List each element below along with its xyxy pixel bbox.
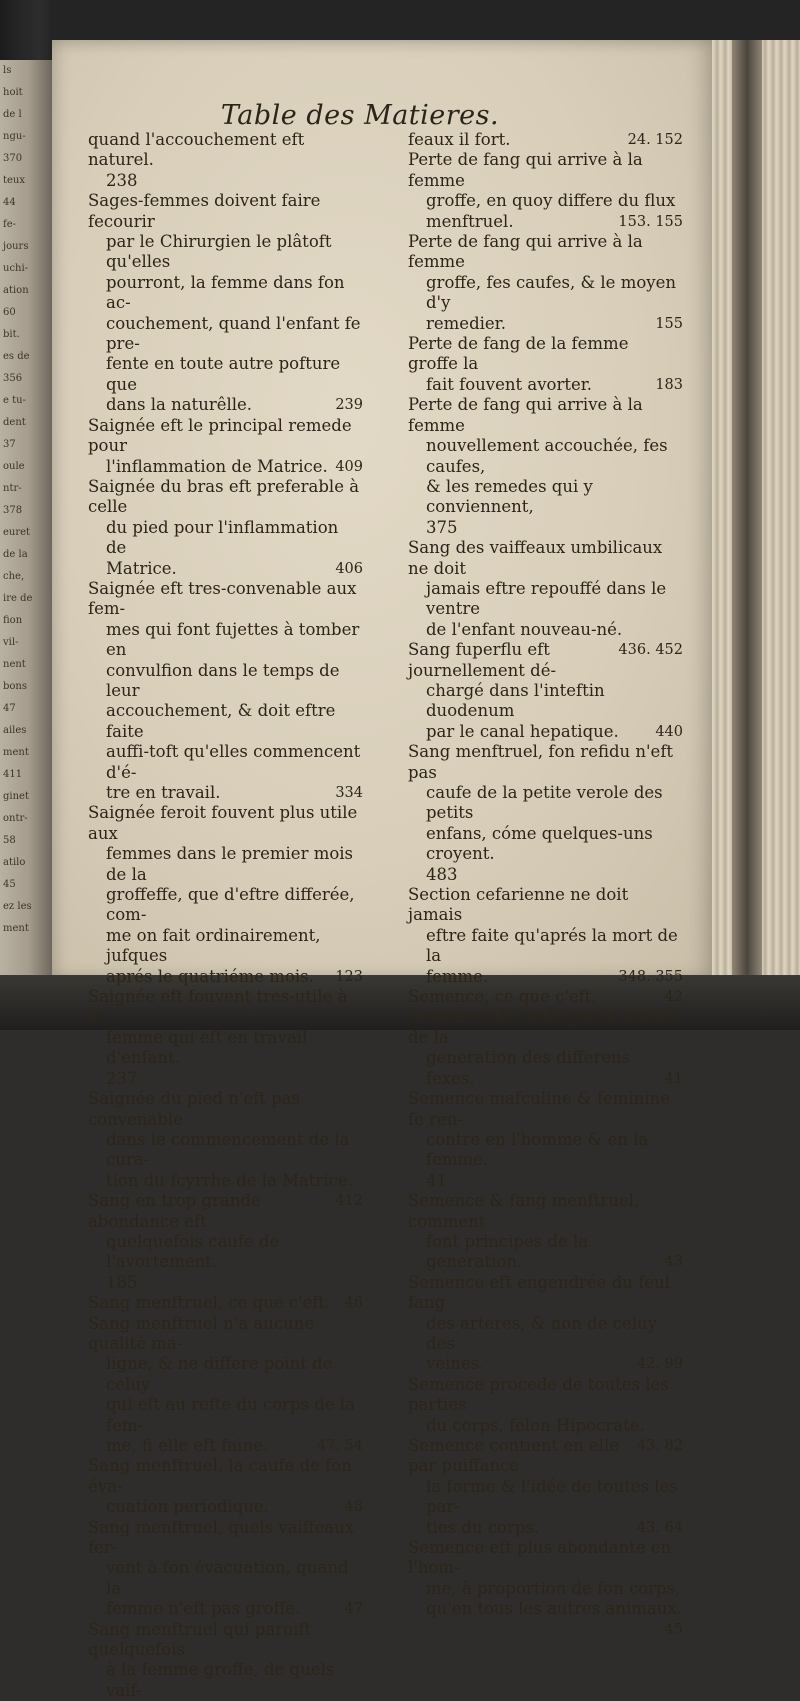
index-entry-line: accouchement, & doit eftre faite [106,701,336,741]
page-reference: 436. 452 [618,642,683,659]
page-reference: 483 [426,864,458,884]
previous-page-fragment: che, [3,571,25,582]
index-entry-line: Semence eft caufe par fa qualité de la [408,1007,681,1047]
page-reference: 348. 355 [618,968,683,985]
page-reference: 45 [664,1621,683,1638]
index-entry [408,885,683,987]
index-entry-line: vent à fon évacuation, quand la [106,1558,349,1598]
index-entry-line: convulfion dans le temps de leur [106,660,340,700]
index-entry [88,477,363,579]
index-entry-line: du corps, felon Hipocrate. 43. 82 [408,1416,683,1436]
index-entry-line: de l'enfant nouveau-né. 436. 452 [408,620,683,640]
page-reference: 238 [106,170,138,190]
index-entry-line: Saignée eft le principal remede pour [88,415,352,456]
index-entry [408,130,683,150]
previous-page-fragment: uchi- [3,263,29,274]
index-entry-line: du pied pour l'inflammation de [106,517,339,558]
index-entry [88,130,363,191]
index-entry-line: la forme & l'idée de toutes les par- [426,1476,678,1517]
index-entry-line: auffi-toft qu'elles commencent d'é- [106,742,361,782]
index-entry [408,150,683,232]
index-entry-line: tre en travail. 334 [106,783,363,802]
previous-page-fragment: 356 [3,373,23,384]
index-entry-line: me, fi elle eft faine. 47. 54 [106,1436,363,1455]
index-entry-line: par le Chirurgien le plâtoft qu'elles [106,232,332,272]
index-entry-line: Saignée du pied n'eft pas convenable [88,1089,301,1129]
index-entry-line: me, à proportion de fon corps, [426,1578,681,1598]
previous-page-fragment: bons [3,681,27,692]
index-entry-line: Sang en trop grande abondance eft [88,1191,261,1231]
previous-page-margin [0,60,52,990]
previous-page-fragment: 378 [3,505,23,516]
page-reference: 183 [655,376,683,393]
index-entry [88,579,363,803]
page-reference: 409 [335,458,363,475]
index-entry-line: dans le commencement de la cura- [106,1129,350,1170]
index-entry [88,1191,363,1293]
previous-page-fragment: ire de [3,593,33,604]
index-entry [408,334,683,395]
index-entry [408,1273,683,1375]
previous-page-fragment: fion [3,615,23,626]
previous-page-fragment: vil- [3,637,19,648]
index-entry-line: Perte de fang qui arrive à la femme [408,150,643,190]
index-entry [88,1518,363,1620]
page-reference: 375 [426,517,458,537]
index-entry-line: Sages-femmes doivent faire fecourir [88,191,321,231]
previous-page-fragment: ginet [3,791,29,802]
index-entry-line: Section cefarienne ne doit jamais [408,885,629,925]
index-column-left [88,130,363,1701]
page-reference: 237 [106,1068,138,1088]
page-reference: 42 [664,989,683,1006]
index-entry-line: l'inflammation de Matrice. 409 [106,456,363,476]
previous-page-fragment: teux [3,175,26,186]
page-reference: 47. 54 [316,1438,363,1454]
index-entry-line: femmes dans le premier mois de la [106,844,354,884]
index-entry [408,232,683,334]
index-entry-line: par le canal hepatique. 440 [426,721,683,741]
previous-page-fragment: ailes [3,725,27,736]
index-entry-line: Perte de fang de la femme groffe la [408,334,629,374]
index-entry [408,1007,683,1089]
index-entry-line: generation des differens fexes. 41 [426,1048,683,1088]
index-entry-line: jamais eftre repouffé dans le ventre [426,578,667,619]
index-entry [88,803,363,987]
previous-page-fragment: es de [3,351,30,362]
index-entry-line: mes qui font fujettes à tomber en [106,619,360,660]
index-entry-line: Sang menftruel, fon refidu n'eft pas [408,742,674,782]
page-reference: 43. 82 [636,1438,683,1454]
index-entry-line: Saignée feroit fouvent plus utile aux [88,803,358,843]
index-entry-line: chargé dans l'inteftin duodenum [426,680,605,721]
previous-page-fragment: atilo [3,857,26,868]
page-header-title: Table des Matieres. [220,100,500,131]
index-entry-line: Semence, ce que c'eft. 42 [408,987,683,1007]
index-entry [88,1089,363,1210]
index-entry-line: femme. 348. 355 [426,966,683,986]
previous-page-fragment: ngu- [3,131,26,142]
previous-page-fragment: 44 [3,197,16,208]
index-entry [88,1314,363,1457]
index-entry-line: pourront, la femme dans fon ac- [106,272,345,313]
index-entry-line: Sang menftruel, quels vaiffeaux fer- [88,1517,355,1558]
index-entry-line: Perte de fang qui arrive à la femme [408,232,643,272]
previous-page-fragment: ation [3,285,29,296]
page-reference: 41 [664,1070,683,1087]
index-entry [88,1456,363,1517]
previous-page-fragment: oule [3,461,25,472]
book-edge-right [712,40,800,1000]
page-reference: 47 [344,1601,363,1618]
index-entry-line: femme qui eft en travail d'enfant. [106,1027,308,1068]
previous-page-fragment: de la [3,549,28,560]
previous-page-fragment: 47 [3,703,16,714]
index-entry-line: ligne, & ne differe point de celuy [106,1354,333,1394]
page-reference: 153. 155 [618,213,683,230]
index-entry [408,1374,683,1454]
index-entry-line: Sang des vaiffeaux umbilicaux ne doit [408,538,663,578]
index-entry-line: Semence eft engendrée du feul fang [408,1272,670,1313]
index-column-right [408,130,683,1640]
previous-page-fragment: jours [3,241,29,252]
index-entry-line: groffeffe, que d'eftre differée, com- [106,885,355,925]
index-entry-line: feaux il fort. 24. 152 [408,130,683,149]
previous-page-fragment: 37 [3,439,16,450]
index-entry [408,1089,683,1191]
previous-page-fragment: fe- [3,219,16,230]
page-reference: 440 [655,723,683,740]
index-entry-line: caufe de la petite verole des petits [426,783,663,823]
previous-page-fragment: ntr- [3,483,22,494]
index-entry-line: groffe, en quoy differe du flux [426,191,676,211]
index-entry-line: Semence contient en elle par puiffance [408,1436,620,1476]
previous-page-fragment: dent [3,417,26,428]
index-entry-line: quand l'accouchement eft naturel. [88,130,305,170]
index-entry-line: quelquefois caufe de l'avortement. [106,1231,280,1272]
index-entry-line: Perte de fang qui arrive à la femme [408,395,643,435]
page-reference: 42. 99 [636,1356,683,1373]
index-entry-line: Sang menftruel qui paroift quelquefois [88,1619,312,1660]
index-entry-line: aprés le quatriéme mois. 123 [106,966,363,986]
previous-page-fragment: 45 [3,879,16,890]
previous-page-fragment: ontr- [3,813,28,824]
index-entry-line: & les remedes qui y conviennent, [426,476,593,517]
index-entry-line: remedier. 155 [426,313,683,333]
page-reference: 334 [335,785,363,801]
index-entry-line: couchement, quand l'enfant fe pre- [106,313,361,354]
page-reference: 41 [426,1170,447,1190]
previous-page-fragment: bit. [3,329,20,340]
index-entry-line: fente en toute autre pofture que [106,354,341,394]
index-entry-line: Saignée eft tres-convenable aux fem- [88,578,357,619]
page-reference: 48 [344,1499,363,1516]
index-entry-line: ties du corps. 43. 64 [426,1517,683,1537]
page-reference: 24. 152 [627,132,683,148]
index-entry-line: Matrice. 406 [106,558,363,578]
page-reference: 239 [335,397,363,414]
index-entry-line: Semence eft plus abondante en l'hom- [408,1538,672,1578]
index-entry-line: Semence & fang menftruel, comment [408,1191,640,1231]
index-entry-line: nouvellement accouchée, fes caufes, [426,436,668,476]
index-entry-line: Sang menftruel n'a aucune qualité ma- [88,1313,315,1353]
previous-page-fragment: e tu- [3,395,26,406]
index-entry [408,987,683,1007]
index-entry-line: qu'en tous les autres animaux. 45 [408,1599,683,1619]
index-entry-line: enfans, cóme quelques-uns croyent. [426,823,653,864]
index-entry-line: fait fouvent avorter. 183 [426,374,683,394]
previous-page-fragment: ls [3,65,12,76]
index-entry-line: tion du fcyrrhe de la Matrice. 412 [88,1171,363,1191]
page-reference: 46 [344,1295,363,1312]
page-reference: 123 [335,968,363,985]
previous-page-fragment: hoit [3,87,23,98]
index-entry-line: des arteres, & non de celuy des [426,1313,657,1353]
page-reference: 412 [335,1193,363,1210]
page-reference: 43. 64 [636,1519,683,1536]
page-reference: 185 [106,1272,138,1292]
index-entry-line: femme n'eft pas groffe. 47 [106,1599,363,1619]
index-entry [88,416,363,477]
index-entry-line: font principes de la generation. 43 [426,1231,683,1272]
page-reference: 406 [335,560,363,577]
index-entry-line: Semence mafculine & feminine fe ren- [408,1089,671,1129]
index-entry [88,987,363,1089]
index-entry [408,1191,683,1273]
index-entry-line: qui eft au refte du corps de la fem- [106,1395,356,1435]
index-entry [408,538,683,659]
index-entry-line: Saignée eft fouvent tres-utile à la [88,987,348,1027]
index-entry-line: cuation periodique. 48 [106,1497,363,1517]
index-entry [88,1293,363,1313]
previous-page-fragment: ment [3,747,29,758]
previous-page-fragment: 370 [3,153,23,164]
previous-page-fragment: euret [3,527,31,538]
index-entry [408,1538,683,1638]
page-reference: 155 [655,315,683,332]
previous-page-fragment: 411 [3,769,23,780]
index-entry-line: veines. 42. 99 [426,1354,683,1374]
previous-page-fragment: ez les [3,901,32,912]
index-entry-line: me on fait ordinairement, jufques [106,925,321,966]
previous-page-fragment: 60 [3,307,16,318]
index-entry-line: Sang menftruel, la caufe de fon éva- [88,1456,352,1496]
index-entry-line: groffe, fes caufes, & le moyen d'y [426,272,676,313]
index-entry-line: contre en l'homme & en la femme. [426,1129,649,1170]
page-stack-shadow [732,40,762,1000]
index-entry-line: Saignée du bras eft preferable à celle [88,476,360,517]
index-entry [88,191,363,415]
index-entry-line: Semence procede de toutes les parties [408,1374,669,1415]
index-entry [408,742,683,885]
index-entry [88,1620,363,1701]
previous-page-fragment: de l [3,109,22,120]
index-entry-line: eftre faite qu'aprés la mort de la [426,925,678,966]
previous-page-fragment: 58 [3,835,16,846]
index-entry-line: Sang menftruel, ce que c'eft. 46 [88,1293,363,1313]
page-reference: 43 [664,1254,683,1271]
previous-page-fragment: nent [3,659,26,670]
index-entry-line: Sang fuperflu eft journellement dé- [408,640,557,680]
index-entry-line: à la femme groffe, de quels vaif- [106,1660,335,1700]
index-entry-line: menftruel. 153. 155 [426,211,683,231]
previous-page-fragment: ment [3,923,29,934]
index-entry-line: dans la naturêlle. 239 [106,395,363,415]
index-entry [408,395,683,538]
